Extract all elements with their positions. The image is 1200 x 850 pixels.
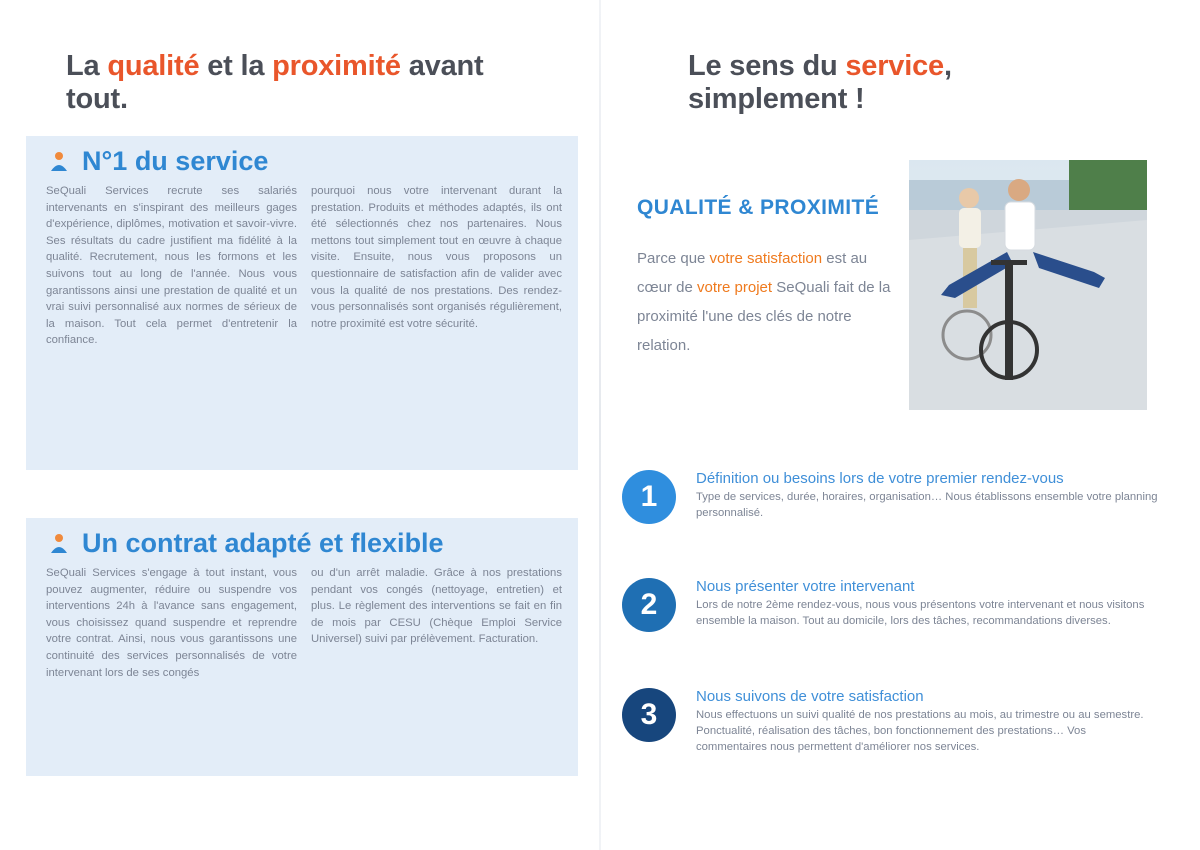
panel-service-title: N°1 du service <box>82 146 269 176</box>
panel-contract-title: Un contrat adapté et flexible <box>82 528 444 558</box>
left-page-title: La qualité et la proximité avant tout. <box>66 50 484 115</box>
panel-service <box>26 136 578 470</box>
panel-contract <box>26 518 578 776</box>
step-1-title: Définition ou besoins lors de votre premier rendez-vous <box>696 470 1064 487</box>
bicycle-couple-photo <box>909 160 1147 410</box>
panel-service-col-2: pourquoi nous votre intervenant durant la prestation. Produits et méthodes adaptés, ils ont été sélectionnés chez nos partenaires. Nous mettons tout simplement tout en œuvre à chaque visite. Ensuite, nous vous proposons un questionnaire de satisfaction afin de valider avec vous la qualité de nos prestations. Des rendez-vous personnalisés sont organisés régulièrement, notre proximité est votre sécurité. <box>311 185 562 330</box>
panel-contract-col-1: SeQuali Services s'engage à tout instant, vous pouvez augmenter, réduire ou suspendre vos interventions 24h à l'avance sans engagement, vous choisissez quand suspendre et reprendre votre contrat. Ainsi, nous vous garantissons une continuité des services personnalisés de votre intervenant lors de ses congés <box>46 567 297 679</box>
step-3-number: 3 <box>622 688 676 742</box>
step-3-body: Nous effectuons un suivi qualité de nos prestations au mois, au trimestre ou au semestre. Ponctualité, réalisation des tâches, bon fonctionnement des prestations… Vos commentaires nous permettent d'améliorer nos services. <box>696 709 1144 753</box>
person-icon <box>46 531 72 557</box>
quality-proximity-heading: QUALITÉ & PROXIMITÉ <box>637 196 880 219</box>
page-fold <box>599 0 601 850</box>
panel-service-col-1: SeQuali Services recrute ses salariés intervenants en s'inspirant des meilleurs gages d'expérience, diplômes, motivation et savoir-vivre. Ses résultats du cadre justifient ma fidélité à la qualité. Recrutement, nous les formons et les suivons tout au long de l'année. Nous vous garantissons ainsi une prestation de qualité et un vrai suivi personnalisé aux normes de sérieux de la maison. Tout cela permet d'entretenir la confiance. <box>46 185 297 347</box>
step-2-title: Nous présenter votre intervenant <box>696 578 915 595</box>
person-icon <box>46 149 72 175</box>
step-1-body: Type de services, durée, horaires, organisation… Nous établissons ensemble votre planning personnalisé. <box>696 491 1158 519</box>
step-3-title: Nous suivons de votre satisfaction <box>696 688 924 705</box>
step-2-body: Lors de notre 2ème rendez-vous, nous vous présentons votre intervenant et nous visitons ensemble la maison. Tout au domicile, lors des tâches, recommandations diverses. <box>696 599 1145 627</box>
panel-contract-col-2: ou d'un arrêt maladie. Grâce à nos prestations pendant vos congés (nettoyage, entretien) et plus. Le règlement des interventions se fait en fin de mois par CESU (Chèque Emploi Service Universel) suivi par prélèvement. Facturation. <box>311 567 562 646</box>
quality-proximity-body: Parce que votre satisfaction est au cœur de votre projet SeQuali fait de la proximité l'une des clés de notre relation. <box>637 250 891 354</box>
right-page-title: Le sens du service, simplement ! <box>688 50 952 115</box>
step-1-number: 1 <box>622 470 676 524</box>
step-2-number: 2 <box>622 578 676 632</box>
